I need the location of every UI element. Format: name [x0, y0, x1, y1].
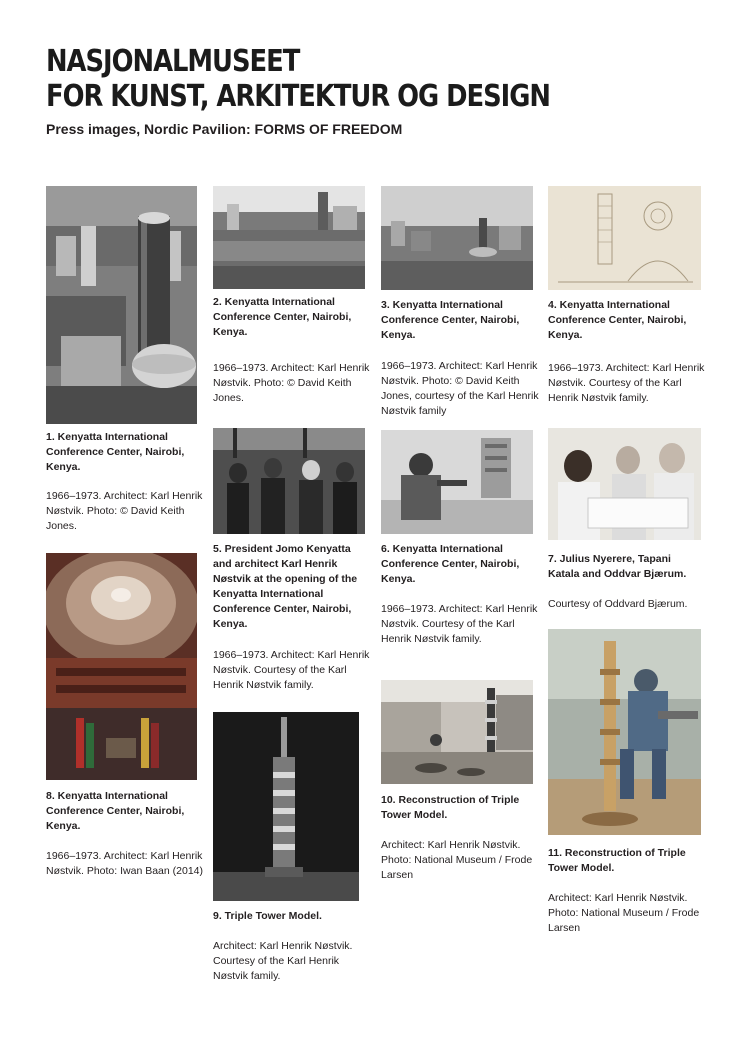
page-title [46, 44, 550, 114]
photo-1-aerial-tower [46, 186, 197, 424]
caption-8-body: 1966–1973. Architect: Karl Henrik Nøstvik. Photo: Iwan Baan (2014) [46, 850, 203, 877]
caption-4-title: 4. Kenyatta International Conference Center, Nairobi, Kenya. [548, 299, 687, 341]
caption-4-body: 1966–1973. Architect: Karl Henrik Nøstvik. Courtesy of the Karl Henrik Nøstvik family. [548, 362, 705, 404]
caption-3-title: 3. Kenyatta International Conference Center, Nairobi, Kenya. [381, 299, 520, 341]
caption-3-body: 1966–1973. Architect: Karl Henrik Nøstvik. Photo: © David Keith Jones, courtesy of the Karl Henrik Nøstvik family [381, 360, 539, 417]
photo-2-skyline-garden [213, 186, 365, 289]
photo-4-architectural-drawing [548, 186, 701, 290]
photo-6-construction-worker [381, 430, 533, 534]
caption-2-title: 2. Kenyatta International Conference Center, Nairobi, Kenya. [213, 296, 352, 338]
caption-10-body: Architect: Karl Henrik Nøstvik. Photo: National Museum / Frode Larsen [381, 839, 533, 881]
caption-9-title: 9. Triple Tower Model. [213, 910, 322, 922]
photo-8-plenary-hall-interior [46, 553, 197, 780]
photo-11-welding-model [548, 629, 701, 835]
photo-5-opening-ceremony [213, 428, 365, 534]
caption-6-title: 6. Kenyatta International Conference Center, Nairobi, Kenya. [381, 543, 520, 585]
photo-3-city-panorama [381, 186, 533, 290]
photo-7-three-men-plans [548, 428, 701, 540]
caption-8-title: 8. Kenyatta International Conference Center, Nairobi, Kenya. [46, 790, 185, 832]
photo-9-triple-tower-model [213, 712, 359, 901]
caption-11-body: Architect: Karl Henrik Nøstvik. Photo: National Museum / Frode Larsen [548, 892, 700, 934]
photo-10-reconstruction-workshop [381, 680, 533, 784]
caption-1-body: 1966–1973. Architect: Karl Henrik Nøstvik. Photo: © David Keith Jones. [46, 490, 203, 532]
caption-2-body: 1966–1973. Architect: Karl Henrik Nøstvik. Photo: © David Keith Jones. [213, 362, 370, 404]
caption-7-body: Courtesy of Oddvard Bjærum. [548, 598, 688, 610]
caption-5-body: 1966–1973. Architect: Karl Henrik Nøstvik. Courtesy of the Karl Henrik Nøstvik family. [213, 649, 370, 691]
caption-1-title: 1. Kenyatta International Conference Center, Nairobi, Kenya. [46, 431, 185, 473]
caption-9-body: Architect: Karl Henrik Nøstvik. Courtesy of the Karl Henrik Nøstvik family. [213, 940, 353, 982]
caption-6-body: 1966–1973. Architect: Karl Henrik Nøstvik. Courtesy of the Karl Henrik Nøstvik family. [381, 603, 538, 645]
title-line-2: FOR KUNST, ARKITEKTUR OG DESIGN [46, 79, 550, 114]
caption-10-title: 10. Reconstruction of Triple Tower Model. [381, 794, 520, 821]
page-subtitle: Press images, Nordic Pavilion: FORMS OF FREEDOM [46, 121, 403, 137]
caption-11-title: 11. Reconstruction of Triple Tower Model. [548, 847, 686, 874]
caption-5-title: 5. President Jomo Kenyatta and architect Karl Henrik Nøstvik at the opening of the Kenyatta International Conference Center, Nairobi, Kenya. [213, 543, 358, 630]
title-line-1: NASJONALMUSEET [46, 44, 300, 79]
caption-7-title: 7. Julius Nyerere, Tapani Katala and Oddvar Bjærum. [548, 553, 687, 580]
